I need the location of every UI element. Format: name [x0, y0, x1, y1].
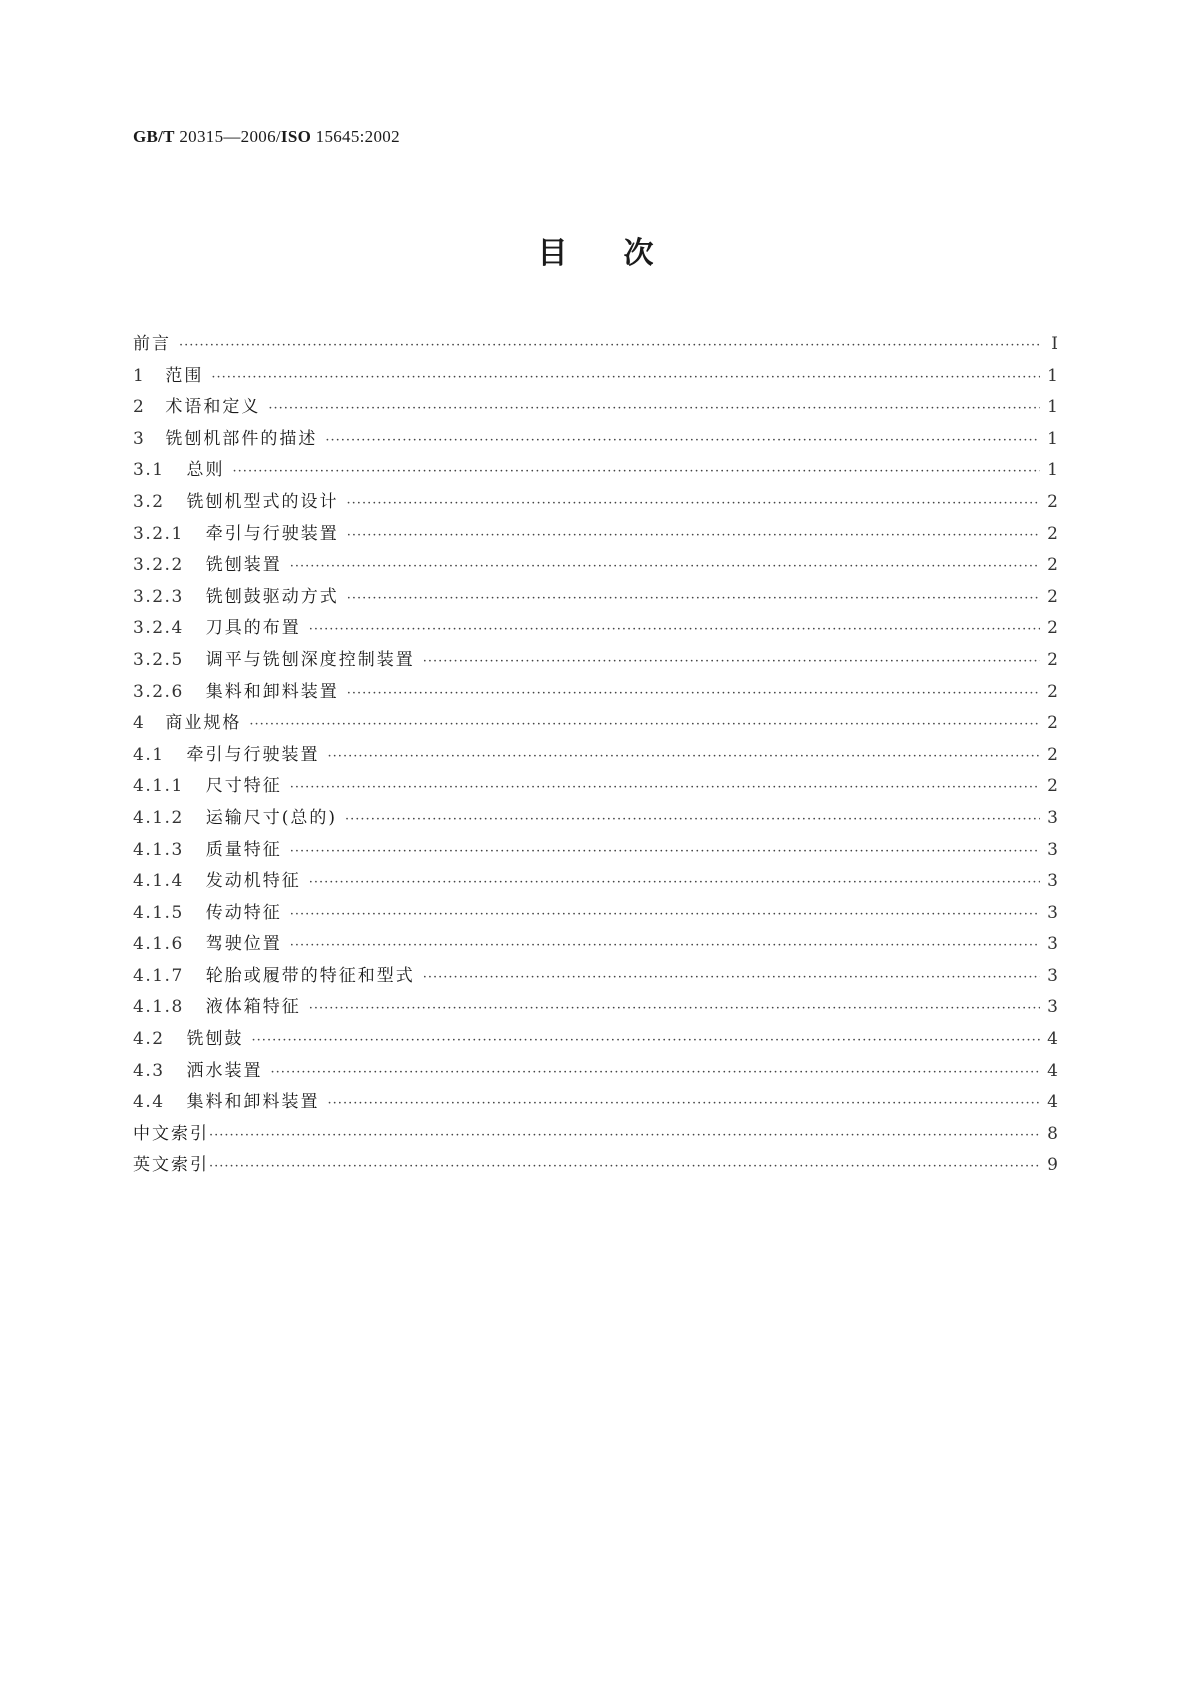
toc-entry-label: 牵引与行驶装置 — [205, 523, 339, 544]
toc-entry-page: 3 — [1047, 902, 1058, 923]
toc-entry-label: 运输尺寸(总的) — [205, 807, 338, 828]
toc-entry-label: 调平与铣刨深度控制装置 — [205, 649, 415, 670]
toc-entry-label: 英文索引 — [133, 1155, 209, 1176]
toc-leader-dots — [328, 1088, 1040, 1120]
toc-entry-number: 3.1 — [133, 460, 165, 481]
toc-entry[interactable] — [133, 329, 1058, 361]
toc-entry-page: 2 — [1047, 776, 1058, 797]
toc-title: 目次 — [537, 236, 710, 271]
toc-entry-page: 2 — [1047, 649, 1058, 670]
toc-entry[interactable] — [133, 582, 1058, 614]
toc-leader-dots — [209, 1151, 1040, 1183]
toc-leader-dots — [325, 425, 1040, 457]
toc-entry[interactable] — [133, 1119, 1058, 1151]
toc-entry[interactable] — [133, 929, 1058, 961]
toc-entry-label: 驾驶位置 — [205, 934, 282, 955]
toc-leader-dots — [347, 583, 1040, 615]
toc-entry-page: 2 — [1047, 523, 1058, 544]
toc-entry[interactable] — [133, 361, 1058, 393]
toc-entry-label: 刀具的布置 — [205, 618, 301, 639]
toc-entry-number: 1 — [133, 365, 146, 386]
toc-entry[interactable] — [133, 803, 1058, 835]
toc-entry-page: 3 — [1047, 839, 1058, 860]
standard-prefix: GB/T — [133, 127, 175, 146]
toc-leader-dots — [347, 678, 1040, 710]
toc-entry-number: 4.1.6 — [133, 934, 184, 955]
toc-leader-dots — [268, 393, 1040, 425]
toc-entry-number: 3.2 — [133, 491, 165, 512]
toc-entry-label: 术语和定义 — [165, 397, 261, 418]
toc-entry-number: 4.1.2 — [133, 807, 184, 828]
toc-entry-label: 铣刨机部件的描述 — [165, 428, 318, 449]
toc-entry-page: 1 — [1047, 428, 1058, 449]
toc-entry[interactable] — [133, 992, 1058, 1024]
toc-leader-dots — [423, 962, 1040, 994]
toc-entry-number: 3.2.6 — [133, 681, 184, 702]
toc-entry-page: 1 — [1047, 397, 1058, 418]
toc-leader-dots — [249, 709, 1040, 741]
toc-entry-number: 4.1.5 — [133, 902, 184, 923]
toc-leader-dots — [423, 646, 1040, 678]
toc-entry-number: 3.2.4 — [133, 618, 184, 639]
toc-leader-dots — [328, 741, 1040, 773]
toc-leader-dots — [309, 614, 1040, 646]
toc-entry-label: 牵引与行驶装置 — [186, 744, 320, 765]
toc-entry-page: I — [1051, 334, 1058, 354]
toc-entry-page: 3 — [1047, 871, 1058, 892]
toc-entry-label: 商业规格 — [165, 713, 242, 734]
toc-entry-page: 1 — [1047, 460, 1058, 481]
toc-entry-number: 2 — [133, 397, 146, 418]
toc-leader-dots — [290, 930, 1040, 962]
toc-entry-page: 8 — [1047, 1123, 1058, 1144]
toc-entry[interactable] — [133, 961, 1058, 993]
toc-entry-number: 3.2.2 — [133, 555, 184, 576]
toc-entry-page: 2 — [1047, 681, 1058, 702]
toc-entry-number: 3.2.1 — [133, 523, 184, 544]
toc-entry[interactable] — [133, 550, 1058, 582]
toc-entry-number: 3 — [133, 428, 146, 449]
toc-entry[interactable] — [133, 898, 1058, 930]
toc-entry-label: 洒水装置 — [186, 1060, 263, 1081]
toc-entry-page: 2 — [1047, 744, 1058, 765]
toc-entry-page: 9 — [1047, 1155, 1058, 1176]
toc-entry[interactable] — [133, 613, 1058, 645]
toc-leader-dots — [290, 836, 1040, 868]
toc-entry-label: 中文索引 — [133, 1123, 209, 1144]
toc-entry-label: 传动特征 — [205, 902, 282, 923]
toc-entry[interactable] — [133, 645, 1058, 677]
toc-entry-label: 铣刨鼓 — [186, 1029, 244, 1050]
toc-entry-page: 4 — [1047, 1029, 1058, 1050]
toc-entry-label: 集料和卸料装置 — [186, 1092, 320, 1113]
toc-entry[interactable] — [133, 392, 1058, 424]
toc-entry-number: 3.2.3 — [133, 586, 184, 607]
toc-entry-page: 2 — [1047, 618, 1058, 639]
toc-entry-label: 轮胎或履带的特征和型式 — [205, 965, 415, 986]
toc-entry[interactable] — [133, 455, 1058, 487]
toc-entry-number: 4.3 — [133, 1060, 165, 1081]
toc-entry-page: 2 — [1047, 555, 1058, 576]
iso-prefix: ISO — [280, 127, 312, 146]
toc-entry-page: 3 — [1047, 807, 1058, 828]
toc-entry-number: 4 — [133, 713, 146, 734]
toc-entry-page: 4 — [1047, 1092, 1058, 1113]
toc-entry[interactable] — [133, 519, 1058, 551]
toc-entry[interactable] — [133, 835, 1058, 867]
toc-entry-label: 总则 — [186, 460, 225, 481]
toc-entry[interactable] — [133, 708, 1058, 740]
toc-entry[interactable] — [133, 424, 1058, 456]
toc-entry-number: 4.1.4 — [133, 871, 184, 892]
toc-entry-label: 铣刨装置 — [205, 555, 282, 576]
toc-entry[interactable] — [133, 487, 1058, 519]
standard-header — [133, 127, 400, 147]
toc-entry-label: 液体箱特征 — [205, 997, 301, 1018]
iso-number: 15645:2002 — [311, 127, 400, 146]
toc-entry[interactable] — [133, 677, 1058, 709]
toc-entry-page: 1 — [1047, 365, 1058, 386]
toc-entry-page: 3 — [1047, 934, 1058, 955]
toc-entry[interactable] — [133, 866, 1058, 898]
toc-entry-page: 2 — [1047, 586, 1058, 607]
toc-entry-number: 4.1.3 — [133, 839, 184, 860]
toc-leader-dots — [179, 330, 1040, 362]
toc-entry-number: 4.4 — [133, 1092, 165, 1113]
toc-entry-label: 前言 — [133, 334, 171, 354]
toc-entry-number: 4.1.7 — [133, 965, 184, 986]
toc-entry-number: 4.1.8 — [133, 997, 184, 1018]
toc-entry-page: 3 — [1047, 965, 1058, 986]
toc-leader-dots — [309, 867, 1040, 899]
toc-leader-dots — [211, 362, 1040, 394]
toc-leader-dots — [290, 772, 1040, 804]
toc-entry-number: 4.2 — [133, 1029, 165, 1050]
toc-entry-number: 3.2.5 — [133, 649, 184, 670]
toc-entry[interactable] — [133, 1056, 1058, 1088]
toc-entry-label: 质量特征 — [205, 839, 282, 860]
toc-leader-dots — [290, 899, 1040, 931]
toc-entry-page: 3 — [1047, 997, 1058, 1018]
toc-entry-label: 发动机特征 — [205, 871, 301, 892]
toc-leader-dots — [347, 488, 1040, 520]
toc-leader-dots — [309, 993, 1040, 1025]
toc-entry-page: 4 — [1047, 1060, 1058, 1081]
toc-leader-dots — [345, 804, 1040, 836]
toc-entry-label: 范围 — [165, 365, 204, 386]
toc-leader-dots — [271, 1057, 1040, 1089]
toc-entry-number: 4.1.1 — [133, 776, 184, 797]
toc-leader-dots — [209, 1120, 1040, 1152]
toc-entry-page: 2 — [1047, 491, 1058, 512]
toc-entry-label: 尺寸特征 — [205, 776, 282, 797]
standard-number: 20315—2006/ — [174, 127, 281, 146]
toc-entry-number: 4.1 — [133, 744, 165, 765]
toc-entry[interactable] — [133, 1024, 1058, 1056]
toc-leader-dots — [233, 456, 1040, 488]
toc-entry[interactable] — [133, 771, 1058, 803]
toc-leader-dots — [347, 520, 1040, 552]
toc-entry-label: 铣刨机型式的设计 — [186, 491, 339, 512]
toc-entry[interactable] — [133, 1150, 1058, 1182]
toc-entry[interactable] — [133, 740, 1058, 772]
toc-entry[interactable] — [133, 1087, 1058, 1119]
toc-entry-page: 2 — [1047, 713, 1058, 734]
table-of-contents — [133, 329, 1058, 1182]
toc-leader-dots — [252, 1025, 1040, 1057]
toc-entry-label: 铣刨鼓驱动方式 — [205, 586, 339, 607]
toc-leader-dots — [290, 551, 1040, 583]
toc-entry-label: 集料和卸料装置 — [205, 681, 339, 702]
